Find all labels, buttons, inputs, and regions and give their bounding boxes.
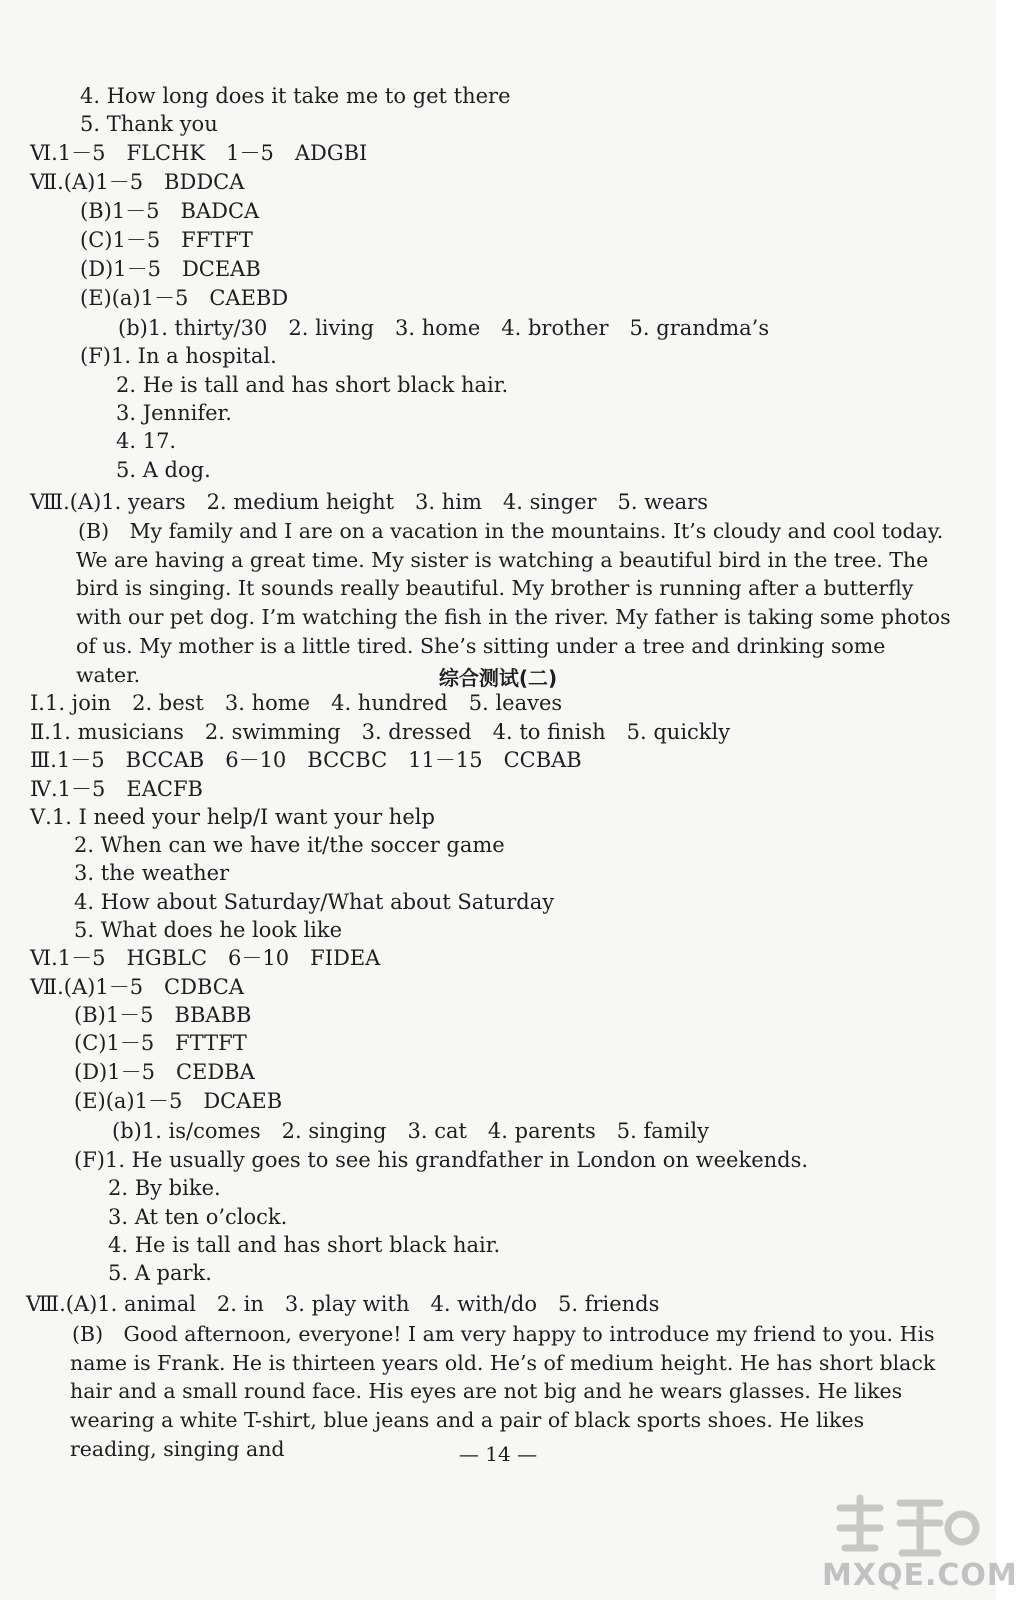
answer-line: 3. Jennifer. <box>116 401 232 425</box>
answer-line: (F)1. In a hospital. <box>80 344 277 368</box>
answer-line: (b)1. is/comes 2. singing 3. cat 4. parents 5. family <box>112 1119 710 1143</box>
answer-line: (E)(a)1－5 CAEBD <box>80 286 289 310</box>
answer-line: Ⅲ.1－5 BCCAB 6－10 BCCBC 11－15 CCBAB <box>30 748 582 772</box>
passage-paragraph: (B) My family and I are on a vacation in the mountains. It’s cloudy and cool today. We are having a great time. My sister is watching a beautiful bird in the tree. The bird is singing. It sounds really beautiful. My brother is running after a butterfly with our pet dog. I’m watching the fish in the river. My father is taking some photos of us. My mother is a little tired. She’s sitting under a tree and drinking some water. <box>76 519 951 687</box>
answer-line: Ⅶ.(A)1－5 CDBCA <box>30 975 245 999</box>
answer-line: (B)1－5 BBABB <box>74 1003 252 1027</box>
answer-line: (C)1－5 FTTFT <box>74 1031 247 1055</box>
answer-line: 2. By bike. <box>108 1176 221 1200</box>
passage-paragraph: (B) Good afternoon, everyone! I am very happy to introduce my friend to you. His name is Frank. He is thirteen years old. He’s of medium height. He has short black hair and a small round face. His eyes are not big and he wears glasses. He likes wearing a white T-shirt, blue jeans and a pair of black sports shoes. He likes reading, singing and <box>70 1322 936 1461</box>
answer-line: 4. He is tall and has short black hair. <box>108 1233 501 1257</box>
answer-line: 4. How about Saturday/What about Saturday <box>74 890 555 914</box>
section-title: 综合测试(二) <box>438 666 558 690</box>
answer-line: 2. He is tall and has short black hair. <box>116 373 509 397</box>
answer-line: 5. Thank you <box>80 112 218 136</box>
answer-line: Ⅵ.1－5 HGBLC 6－10 FIDEA <box>30 946 381 970</box>
answer-line: 4. How long does it take me to get there <box>80 84 511 108</box>
answer-line: Ⅴ.1. I need your help/I want your help <box>30 805 435 829</box>
answer-line: Ⅰ.1. join 2. best 3. home 4. hundred 5. leaves <box>30 691 563 715</box>
answer-line: (D)1－5 CEDBA <box>74 1060 255 1084</box>
answer-line: (E)(a)1－5 DCAEB <box>74 1089 283 1113</box>
watermark-text: MXQE.COM <box>822 1558 1018 1593</box>
answer-line: Ⅱ.1. musicians 2. swimming 3. dressed 4. to finish 5. quickly <box>30 720 731 744</box>
answer-line: Ⅳ.1－5 EACFB <box>30 777 203 801</box>
answer-line: 2. When can we have it/the soccer game <box>74 833 505 857</box>
answer-line: Ⅷ.(A)1. animal 2. in 3. play with 4. with/do 5. friends <box>26 1292 660 1316</box>
answer-line: (b)1. thirty/30 2. living 3. home 4. brother 5. grandma’s <box>118 316 770 340</box>
answer-line: Ⅵ.1－5 FLCHK 1－5 ADGBI <box>30 141 368 165</box>
answer-line: 5. A park. <box>108 1261 212 1285</box>
page-number: — 14 — <box>458 1442 538 1466</box>
answer-line: 4. 17. <box>116 429 177 453</box>
answer-line: (F)1. He usually goes to see his grandfather in London on weekends. <box>74 1148 809 1172</box>
answer-line: 5. What does he look like <box>74 918 343 942</box>
answer-line: 5. A dog. <box>116 458 211 482</box>
answer-line: (B)1－5 BADCA <box>80 199 260 223</box>
answer-line: Ⅶ.(A)1－5 BDDCA <box>30 170 245 194</box>
answer-line: 3. At ten o’clock. <box>108 1205 288 1229</box>
answer-line: (C)1－5 FFTFT <box>80 228 253 252</box>
answer-line: 3. the weather <box>74 861 230 885</box>
answer-line: (D)1－5 DCEAB <box>80 257 261 281</box>
answer-line: Ⅷ.(A)1. years 2. medium height 3. him 4. singer 5. wears <box>30 490 708 514</box>
